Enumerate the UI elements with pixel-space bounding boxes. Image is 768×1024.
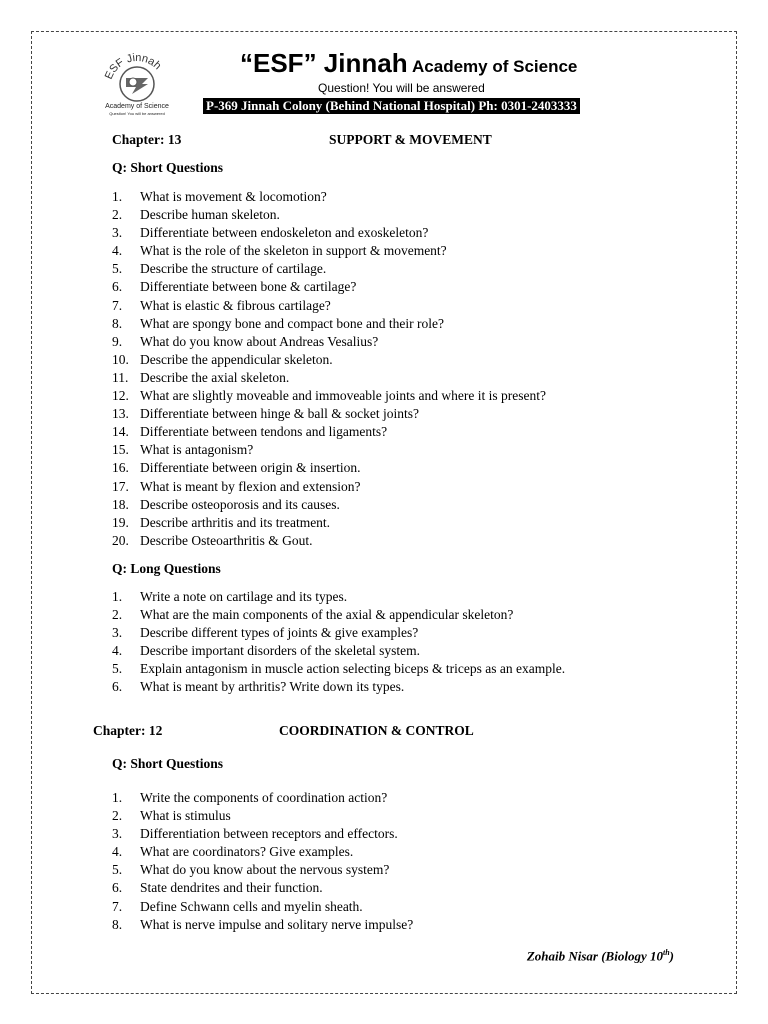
question-text: Describe arthritis and its treatment. [140,514,331,530]
question-number: 1. [112,189,123,204]
question-number: 1. [112,790,123,805]
question-item [112,861,413,879]
question-text: Write a note on cartilage and its types. [140,589,348,604]
question-item [112,405,546,423]
question-text: What are spongy bone and compact bone and their role? [140,315,445,331]
question-number: 3. [112,225,123,241]
question-item [112,387,546,405]
question-item [112,297,546,315]
chapter13-label: Chapter: 13 [112,132,182,147]
question-item [112,678,565,696]
question-number: 3. [112,826,123,842]
academy-logo [96,44,178,122]
question-text: What is nerve impulse and solitary nerve impulse? [140,916,414,932]
chapter12-short-heading: Q: Short Questions [112,756,224,771]
question-item [112,206,546,224]
question-text: Describe human skeleton. [140,207,280,223]
logo-academy-text: Academy of Science [105,103,169,110]
question-text: Differentiate between tendons and ligaments? [140,424,388,440]
question-text: What are slightly moveable and immoveable joints and where it is present? [140,388,547,404]
question-number: 17. [112,478,129,494]
question-item [112,807,413,825]
question-number: 6. [112,279,123,295]
question-item [112,278,546,296]
page-title [240,48,577,79]
question-item [112,224,546,242]
question-item [112,624,565,642]
question-item [112,315,546,333]
tagline: Question! You will be answered [318,81,485,95]
chapter13-short-heading: Q: Short Questions [112,160,224,175]
question-text: Differentiate between hinge & ball & socket joints? [140,406,420,422]
question-item [112,916,413,934]
question-text: Describe the appendicular skeleton. [140,351,333,367]
question-text: Differentiation between receptors and effectors. [140,826,398,842]
chapter12-title: COORDINATION & CONTROL [279,723,474,738]
question-text: Describe Osteoarthritis & Gout. [140,532,313,548]
question-text: What are the main components of the axial & appendicular skeleton? [140,607,514,623]
question-text: Describe osteoporosis and its causes. [140,496,340,512]
question-number: 7. [112,898,123,914]
question-item [112,789,413,807]
chapter13-short-list [112,188,546,550]
question-text: Explain antagonism in muscle action selecting biceps & triceps as an example. [140,661,566,677]
question-text: What do you know about Andreas Vesalius? [140,333,379,349]
question-number: 5. [112,261,123,277]
signature-text: Zohaib Nisar (Biology 10 [526,948,663,964]
question-item [112,188,546,206]
question-item [112,514,546,532]
question-number: 14. [112,424,129,440]
question-text: What are coordinators? Give examples. [140,844,354,860]
question-item [112,333,546,351]
question-item [112,843,413,861]
chapter13-long-heading: Q: Long Questions [112,561,221,576]
question-text: What do you know about the nervous system? [140,862,390,878]
question-number: 13. [112,406,129,422]
question-text: What is stimulus [140,808,231,824]
question-number: 2. [112,808,123,824]
question-text: Describe important disorders of the skeletal system. [140,643,421,659]
question-number: 16. [112,460,129,476]
signature-close: ) [669,948,674,964]
question-item [112,441,546,459]
question-text: What is the role of the skeleton in support & movement? [140,243,447,259]
svg-text:ESF Jinnah: ESF Jinnah [102,51,164,82]
author-signature [527,948,674,964]
chapter12-label: Chapter: 12 [93,723,163,738]
question-text: Describe the axial skeleton. [140,369,290,385]
question-text: What is meant by flexion and extension? [140,478,361,494]
question-number: 8. [112,315,123,331]
question-number: 3. [112,625,123,641]
question-number: 1. [112,589,123,604]
question-number: 11. [112,369,129,385]
question-number: 9. [112,333,123,349]
question-text: State dendrites and their function. [140,880,323,896]
question-number: 8. [112,916,123,932]
question-text: Describe different types of joints & give examples? [140,625,419,641]
question-number: 7. [112,297,123,313]
question-number: 4. [112,643,123,659]
question-number: 5. [112,862,123,878]
question-item [112,825,413,843]
question-item [112,532,546,550]
question-item [112,369,546,387]
question-number: 18. [112,496,129,512]
question-text: What is meant by arthritis? Write down its types. [140,679,405,695]
question-item [112,351,546,369]
question-number: 5. [112,661,123,677]
question-number: 2. [112,607,123,623]
address-bar: P-369 Jinnah Colony (Behind National Hospital) Ph: 0301-2403333 [203,98,580,114]
question-item [112,898,413,916]
chapter13-title: SUPPORT & MOVEMENT [329,132,492,147]
question-item [112,606,565,624]
chapter12-short-list [112,789,413,934]
question-text: Differentiate between bone & cartilage? [140,279,357,295]
question-text: Differentiate between origin & insertion. [140,460,361,476]
question-text: What is antagonism? [140,442,254,458]
title-sub: Academy of Science [412,57,578,76]
title-main: “ESF” Jinnah [240,48,408,78]
question-number: 6. [112,679,123,695]
signature-sup: th [662,948,670,957]
question-number: 4. [112,243,123,259]
question-item [112,588,565,606]
question-number: 19. [112,514,129,530]
question-item [112,642,565,660]
question-item [112,660,565,678]
question-number: 20. [112,532,129,548]
question-item [112,496,546,514]
question-item [112,478,546,496]
question-number: 6. [112,880,123,896]
question-item [112,879,413,897]
question-text: Describe the structure of cartilage. [140,261,327,277]
question-item [112,459,546,477]
question-text: Write the components of coordination action? [140,790,388,805]
question-item [112,423,546,441]
question-text: What is elastic & fibrous cartilage? [140,297,331,313]
question-item [112,260,546,278]
chapter13-long-list [112,588,565,697]
question-item [112,242,546,260]
question-text: Differentiate between endoskeleton and exoskeleton? [140,225,429,241]
question-text: Define Schwann cells and myelin sheath. [140,898,363,914]
question-number: 2. [112,207,123,223]
logo-tagline-text: Question! You will be answered [109,111,165,116]
question-number: 12. [112,388,129,404]
question-number: 10. [112,351,129,367]
question-number: 15. [112,442,129,458]
question-number: 4. [112,844,123,860]
question-text: What is movement & locomotion? [140,189,327,204]
